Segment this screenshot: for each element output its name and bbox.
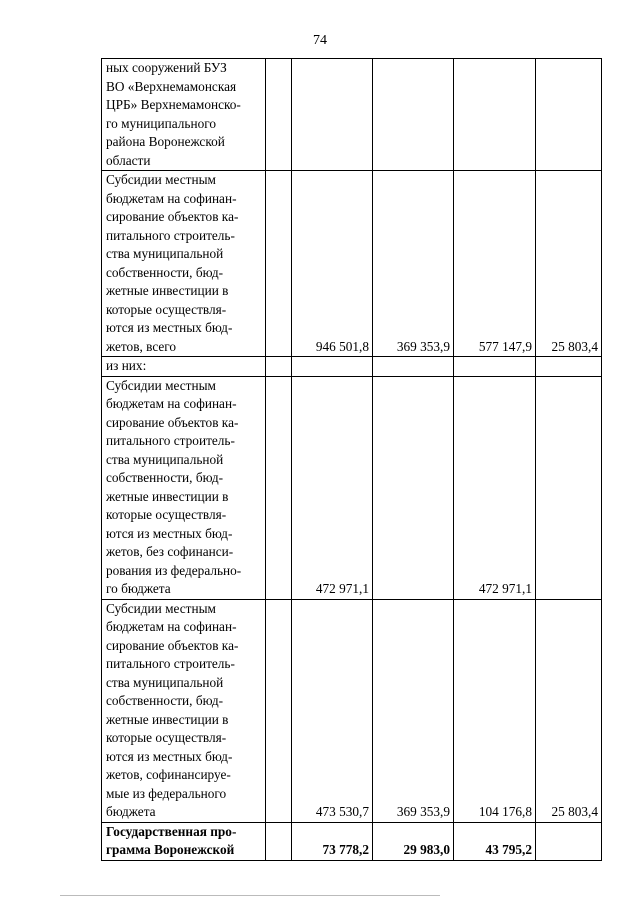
- value-cell: 104 176,8: [454, 599, 536, 822]
- value-cell: [292, 59, 373, 171]
- value-cell: [373, 376, 454, 599]
- footer-rule: [60, 895, 440, 896]
- empty-cell: [266, 822, 292, 860]
- value-cell: 473 530,7: [292, 599, 373, 822]
- table-row: [102, 376, 602, 599]
- value-cell: [454, 59, 536, 171]
- page-number: 74: [313, 33, 327, 48]
- value-cell: [536, 357, 602, 377]
- value-cell: [373, 357, 454, 377]
- value-cell: 25 803,4: [536, 171, 602, 357]
- table-row: [102, 59, 602, 171]
- table-body: [102, 59, 602, 861]
- empty-cell: [266, 171, 292, 357]
- value-cell: 472 971,1: [292, 376, 373, 599]
- value-cell: [536, 822, 602, 860]
- table-row: [102, 171, 602, 357]
- row-label: Субсидии местным бюджетам на софинан- сирование объектов ка- питального строитель- ства муниципальной собственности, бюд- жетные инвестиции в которые осуществля- ются из местных бюд- жетов, софинансируе- мые из федерального бюджета: [102, 599, 266, 822]
- empty-cell: [266, 599, 292, 822]
- value-cell: 29 983,0: [373, 822, 454, 860]
- empty-cell: [266, 357, 292, 377]
- value-cell: 472 971,1: [454, 376, 536, 599]
- budget-table: [101, 58, 602, 861]
- value-cell: [536, 376, 602, 599]
- row-label: Субсидии местным бюджетам на софинан- сирование объектов ка- питального строитель- ства муниципальной собственности, бюд- жетные инвестиции в которые осуществля- ются из местных бюд- жетов, без софинанси- рования из федерально- го бюджета: [102, 376, 266, 599]
- value-cell: 369 353,9: [373, 171, 454, 357]
- value-cell: 25 803,4: [536, 599, 602, 822]
- value-cell: 43 795,2: [454, 822, 536, 860]
- value-cell: 577 147,9: [454, 171, 536, 357]
- value-cell: 946 501,8: [292, 171, 373, 357]
- table-row: [102, 822, 602, 860]
- row-label: ных сооружений БУЗ ВО «Верхнемамонская ЦРБ» Верхнемамонско- го муниципального района Воронежской области: [102, 59, 266, 171]
- row-label: Субсидии местным бюджетам на софинан- сирование объектов ка- питального строитель- ства муниципальной собственности, бюд- жетные инвестиции в которые осуществля- ются из местных бюд- жетов, всего: [102, 171, 266, 357]
- value-cell: [454, 357, 536, 377]
- empty-cell: [266, 376, 292, 599]
- table-row: [102, 357, 602, 377]
- value-cell: [536, 59, 602, 171]
- value-cell: 73 778,2: [292, 822, 373, 860]
- empty-cell: [266, 59, 292, 171]
- value-cell: [373, 59, 454, 171]
- value-cell: 369 353,9: [373, 599, 454, 822]
- value-cell: [292, 357, 373, 377]
- row-label: из них:: [102, 357, 266, 377]
- row-label: Государственная про- грамма Воронежской: [102, 822, 266, 860]
- table-row: [102, 599, 602, 822]
